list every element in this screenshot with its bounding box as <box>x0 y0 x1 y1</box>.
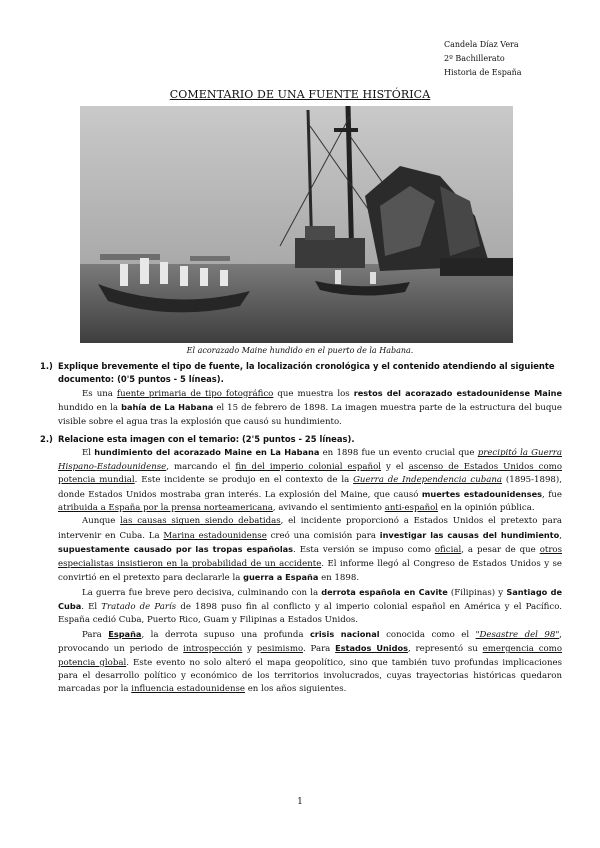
text-run: ascenso de Estados Unidos como potencia mundial <box>58 461 562 486</box>
text-run: Marina estadounidense <box>163 530 267 541</box>
text-run: , representó su <box>407 644 483 655</box>
text-run: en los años siguientes. <box>244 684 347 695</box>
text-run: que muestra los <box>273 388 354 399</box>
photo-illustration <box>80 106 513 343</box>
text-run: muertes estadounidenses <box>421 488 543 499</box>
text-run: , a pesar de que <box>461 545 540 556</box>
text-run: (1895-1898), donde Estados Unidos mostraba gran interés. La explosión del Maine, que causó <box>58 475 562 500</box>
text-run: fuente primaria de tipo fotográfico <box>116 388 274 399</box>
question-2-text: Relacione esta imagen con el temario: (2'5 puntos - 25 líneas). <box>58 434 355 445</box>
answer-2-paragraph-3 <box>58 586 562 628</box>
page-number: 1 <box>297 797 303 807</box>
page-title: COMENTARIO DE UNA FUENTE HISTÓRICA <box>169 88 431 101</box>
question-2-number: 2.) <box>40 434 53 445</box>
text-run: de 1898 puso fin al conflicto y al imperio colonial español en América y el Pacífico. España cedió Cuba, Puerto Rico, Guam y Filipinas a Estados Unidos. <box>58 601 562 626</box>
text-run: el 15 de febrero de 1898. La imagen muestra parte de la estructura del buque visible sobre el agua tras la explosión que causó su hundimiento. <box>58 403 563 427</box>
text-run: , <box>559 530 563 541</box>
text-run: fin del imperio colonial español <box>235 461 382 472</box>
text-run: introspección <box>183 644 243 655</box>
text-run: y <box>242 644 257 655</box>
answer-2-paragraph-4 <box>58 628 562 697</box>
text-run: España <box>108 628 142 639</box>
text-run: Es una <box>82 388 117 399</box>
text-run: , avivando el sentimiento <box>272 503 385 514</box>
text-run: La guerra fue breve pero decisiva, culminando con la <box>82 587 322 598</box>
text-run: . Para <box>303 644 336 655</box>
text-run: , provocando un periodo de <box>58 629 563 655</box>
text-run: El <box>82 448 95 459</box>
text-run: Santiago de Cuba <box>58 586 562 611</box>
header-info <box>444 38 540 80</box>
text-run: en la opinión pública. <box>438 503 535 514</box>
text-run: . Este evento no solo alteró el mapa geopolítico, sino que también tuvo profundas implicaciones para el desarrollo político y económico de los territorios involucrados, cuyas trayectorias históricas quedaron marcadas por la <box>58 657 562 695</box>
text-run: Aunque <box>82 516 121 527</box>
text-run: hundido en la <box>58 403 122 414</box>
text-run: creó una comisión para <box>266 530 380 541</box>
text-run: "Desastre del 98" <box>475 629 560 640</box>
text-run: guerra a España <box>243 572 319 583</box>
document-body <box>40 360 562 697</box>
text-run: conocida como el <box>379 629 476 640</box>
text-run: . Esta versión se impuso como <box>293 545 435 556</box>
text-run: bahía de La Habana <box>121 402 214 413</box>
text-run: derrota española en Cavite <box>321 586 448 597</box>
course-name: 2º Bachillerato <box>444 54 505 63</box>
text-run: . El <box>81 601 102 612</box>
text-run: Guerra de Independencia cubana <box>353 475 503 486</box>
text-run: en 1898 fue un evento crucial que <box>319 448 478 459</box>
text-run: Estados Unidos <box>335 643 408 654</box>
text-run: Tratado de París <box>101 601 177 612</box>
subject-name: Historia de España <box>444 68 522 77</box>
text-run: , la derrota supuso una profunda <box>141 629 310 640</box>
text-run: , fue <box>542 489 563 500</box>
text-run: y el <box>381 461 409 472</box>
question-1 <box>40 360 562 387</box>
text-run: supuestamente causado por las tropas españolas <box>58 544 294 555</box>
text-run: otros especialistas insistieron en la probabilidad de un accidente <box>58 545 563 569</box>
text-run: investigar las causas del hundimiento <box>379 529 560 540</box>
answer-1-paragraph <box>58 387 562 429</box>
text-run: hundimiento del acorazado Maine en La Habana <box>94 447 320 458</box>
text-run: en 1898. <box>318 573 360 584</box>
text-run: restos del acorazado estadounidense Maine <box>353 387 563 398</box>
text-run: precipitó la Guerra Hispano-Estadounidense <box>58 448 562 472</box>
text-run: emergencia como potencia global <box>58 644 562 668</box>
text-run: pesimismo <box>256 644 303 655</box>
text-run: influencia estadounidense <box>131 684 245 695</box>
text-run: . El informe llegó al Congreso de Estados Unidos y se convirtió en el pretexto para declararle la <box>58 558 562 584</box>
text-run: . Este incidente se produjo en el contexto de la <box>134 475 354 486</box>
question-2 <box>40 433 562 446</box>
question-1-text: Explique brevemente el tipo de fuente, la localización cronológica y el contenido atendiendo al siguiente documento: (0'5 puntos - 5 líneas). <box>58 361 555 385</box>
text-run: (Filipinas) y <box>447 587 507 598</box>
answer-2-paragraph-1 <box>58 446 562 515</box>
answer-2-paragraph-2 <box>58 515 562 585</box>
maine-wreck-photo <box>80 106 513 343</box>
text-run: oficial <box>434 545 462 556</box>
text-run: Para <box>82 629 109 640</box>
text-run: atribuida a España por la prensa norteamericana <box>58 503 273 514</box>
text-run: , el incidente proporcionó a Estados Unidos el pretexto para intervenir en Cuba. La <box>58 516 562 541</box>
question-1-number: 1.) <box>40 361 53 371</box>
text-run: anti-español <box>384 503 439 514</box>
text-run: crisis nacional <box>309 628 380 639</box>
text-run: las causas siguen siendo debatidas <box>120 516 281 527</box>
text-run: , marcando el <box>166 461 236 472</box>
author-name: Candela Díaz Vera <box>444 40 519 49</box>
photo-caption: El acorazado Maine hundido en el puerto de la Habana. <box>186 346 414 355</box>
